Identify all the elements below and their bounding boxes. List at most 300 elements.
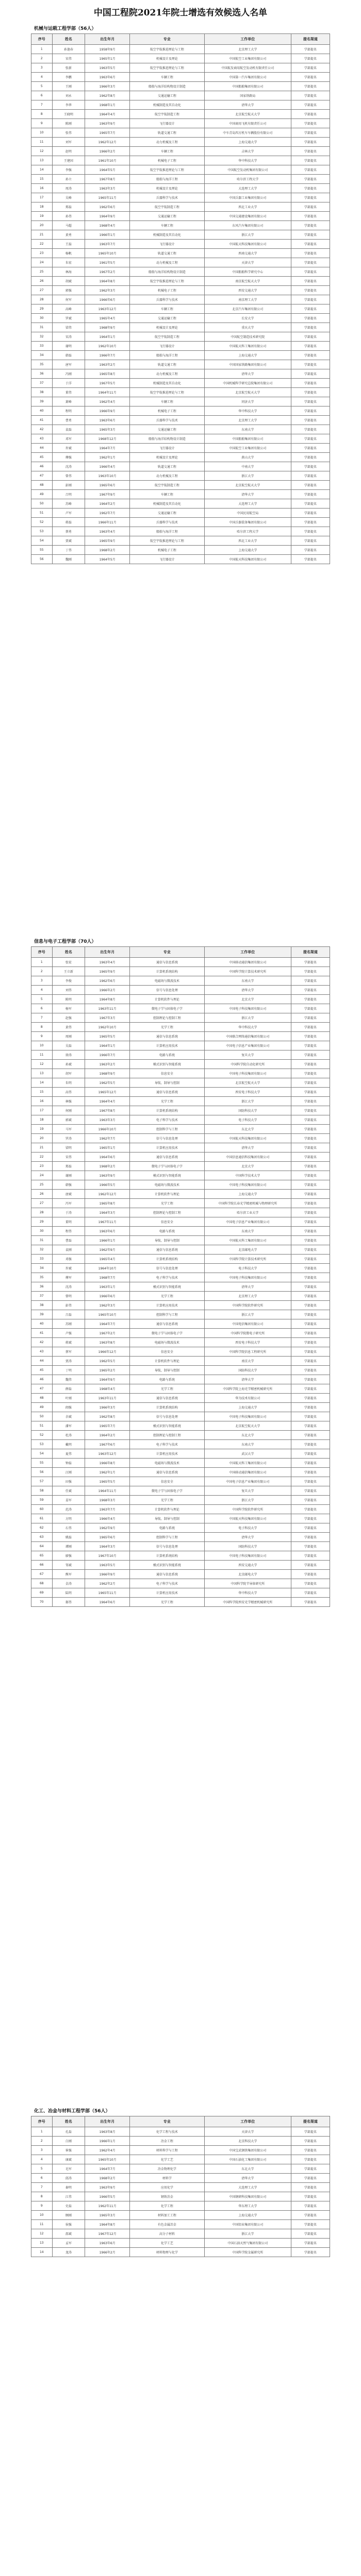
table-row [31, 1115, 330, 1125]
col-channel-cell: 学部提名 [291, 1449, 330, 1459]
col-name-cell: 秦明 [52, 2183, 85, 2192]
col-employer-cell: 东北大学 [204, 2164, 291, 2174]
col-employer-cell: 中国电子科技集团有限公司 [204, 1412, 291, 1421]
col-channel-cell: 学部提名 [291, 462, 330, 471]
col-major-cell: 材料科学与工程 [130, 2146, 205, 2155]
table-row [31, 1579, 330, 1588]
table-row [31, 416, 330, 425]
col-employer-cell: 中国科学院信息工程研究所 [204, 1347, 291, 1357]
col-birth-cell: 1964年6月 [85, 1153, 130, 1162]
col-name-cell: 彭刚 [52, 481, 85, 490]
col-birth-cell: 1958年9月 [85, 45, 130, 54]
col-employer-cell: 北京邮电大学 [204, 1245, 291, 1255]
col-channel-cell: 学部提名 [291, 2183, 330, 2192]
table-row [31, 1496, 330, 1505]
col-channel-cell: 学部提名 [291, 1023, 330, 1032]
col-birth-cell: 1964年4月 [85, 1097, 130, 1106]
col-channel-cell: 学部提名 [291, 518, 330, 527]
col-employer-cell: 中国科学院长春光学精密机械与物理研究所 [204, 1199, 291, 1208]
col-index-cell: 70 [31, 1598, 53, 1607]
col-birth-cell: 1965年4月 [85, 314, 130, 323]
col-employer-cell: 中国电子科技集团有限公司 [204, 1551, 291, 1561]
col-major-cell: 模式识别与智能系统 [130, 1282, 205, 1292]
col-major-cell: 微电子学与固体电子学 [130, 1329, 205, 1338]
col-channel-cell: 学部提名 [291, 1041, 330, 1050]
table-row [31, 138, 330, 147]
col-birth-cell: 1966年9月 [85, 406, 130, 416]
col-birth-cell: 1968年3月 [85, 1496, 130, 1505]
col-major-cell: 化学工艺 [130, 2155, 205, 2164]
col-major-cell: 控制科学与工程 [130, 1125, 205, 1134]
header-col-major: 专业 [130, 34, 205, 45]
col-index-cell: 6 [31, 2174, 53, 2183]
col-index-cell: 42 [31, 425, 53, 434]
col-birth-cell: 1962年8月 [85, 91, 130, 100]
col-birth-cell: 1965年7月 [85, 128, 130, 138]
col-index-cell: 7 [31, 2183, 53, 2192]
col-name-cell: 宋伟 [52, 54, 85, 63]
col-index-cell: 20 [31, 1134, 53, 1143]
col-index-cell: 56 [31, 555, 53, 564]
col-name-cell: 陆明 [52, 1588, 85, 1598]
col-employer-cell: 东北大学 [204, 1125, 291, 1134]
col-major-cell: 模式识别与智能系统 [130, 1171, 205, 1180]
col-major-cell: 通信与信息系统 [130, 1032, 205, 1041]
col-channel-cell: 学部提名 [291, 1301, 330, 1310]
table-row [31, 304, 330, 314]
col-birth-cell: 1962年7月 [85, 509, 130, 518]
col-name-cell: 宋伟 [52, 1153, 85, 1162]
col-index-cell: 49 [31, 490, 53, 499]
col-major-cell: 计算机应用技术 [130, 1301, 205, 1310]
col-major-cell: 飞行器设计 [130, 240, 205, 249]
col-channel-cell: 学部提名 [291, 304, 330, 314]
col-index-cell: 51 [31, 509, 53, 518]
col-index-cell: 30 [31, 314, 53, 323]
col-employer-cell: 长安大学 [204, 314, 291, 323]
header-col-birth: 出生年月 [85, 2116, 130, 2127]
col-channel-cell: 学部提名 [291, 444, 330, 453]
col-channel-cell: 学部提名 [291, 1551, 330, 1561]
table-row [31, 1588, 330, 1598]
col-channel-cell: 学部提名 [291, 1440, 330, 1449]
col-channel-cell: 学部提名 [291, 1004, 330, 1013]
col-index-cell: 39 [31, 1310, 53, 1319]
col-channel-cell: 学部提名 [291, 527, 330, 536]
table-row [31, 1162, 330, 1171]
col-channel-cell: 学部提名 [291, 1468, 330, 1477]
col-birth-cell: 1962年11月 [85, 2201, 130, 2211]
col-employer-cell: 西北工业大学 [204, 536, 291, 546]
col-major-cell: 冶金工程 [130, 2137, 205, 2146]
col-channel-cell: 学部提名 [291, 138, 330, 147]
col-birth-cell: 1968年9月 [85, 323, 130, 332]
col-name-cell: 唐军 [52, 360, 85, 369]
col-channel-cell: 学部提名 [291, 184, 330, 193]
col-major-cell: 计算机应用技术 [130, 1449, 205, 1459]
candidate-table [31, 33, 330, 564]
col-major-cell: 通信与信息系统 [130, 1088, 205, 1097]
col-index-cell: 29 [31, 1217, 53, 1227]
col-name-cell: 高峰 [52, 304, 85, 314]
col-employer-cell: 中国电子信息产业集团有限公司 [204, 1477, 291, 1486]
col-index-cell: 25 [31, 267, 53, 277]
col-employer-cell: 天津大学 [204, 2127, 291, 2137]
col-major-cell: 通信与信息系统 [130, 1570, 205, 1579]
col-name-cell: 孟军 [52, 2239, 85, 2248]
col-employer-cell: 中国船舶集团有限公司 [204, 82, 291, 91]
col-index-cell: 21 [31, 230, 53, 240]
col-major-cell: 机械电子工程 [130, 156, 205, 165]
col-index-cell: 16 [31, 184, 53, 193]
col-index-cell: 39 [31, 397, 53, 406]
col-major-cell: 车辆工程 [130, 147, 205, 156]
table-row [31, 481, 330, 490]
header-col-major: 专业 [130, 947, 205, 958]
header-col-channel: 提名渠道 [291, 947, 330, 958]
col-channel-cell: 学部提名 [291, 202, 330, 212]
table-row [31, 1301, 330, 1310]
col-major-cell: 飞行器设计 [130, 555, 205, 564]
col-channel-cell: 学部提名 [291, 425, 330, 434]
col-birth-cell: 1965年10月 [85, 1310, 130, 1319]
table-header-row [31, 34, 330, 45]
col-index-cell: 51 [31, 1421, 53, 1431]
table-row [31, 1486, 330, 1496]
col-channel-cell: 学部提名 [291, 1255, 330, 1264]
col-channel-cell: 学部提名 [291, 1533, 330, 1542]
col-major-cell: 电子科学与技术 [130, 1579, 205, 1588]
table-row [31, 1199, 330, 1208]
col-major-cell: 信号与信息处理 [130, 1264, 205, 1273]
col-name-cell: 曹磊 [52, 1236, 85, 1245]
col-major-cell: 有色金属冶金 [130, 2220, 205, 2229]
col-birth-cell: 1968年2月 [85, 2174, 130, 2183]
col-channel-cell: 学部提名 [291, 286, 330, 295]
section-title: 信息与电子工程学部（70人） [34, 939, 96, 944]
col-employer-cell: 中国科学院自动化研究所 [204, 1060, 291, 1069]
col-major-cell: 车辆工程 [130, 397, 205, 406]
col-channel-cell: 学部提名 [291, 1292, 330, 1301]
col-birth-cell: 1965年9月 [85, 536, 130, 546]
col-birth-cell: 1963年12月 [85, 1449, 130, 1459]
col-channel-cell: 学部提名 [291, 1459, 330, 1468]
col-birth-cell: 1963年4月 [85, 527, 130, 536]
col-employer-cell: 上海交通大学 [204, 1190, 291, 1199]
col-birth-cell: 1963年2月 [85, 1060, 130, 1069]
col-major-cell: 信息安全 [130, 1347, 205, 1357]
col-channel-cell: 学部提名 [291, 360, 330, 369]
col-birth-cell: 1965年5月 [85, 1032, 130, 1041]
col-major-cell: 导航、制导与控制 [130, 1236, 205, 1245]
table-row [31, 1032, 330, 1041]
col-channel-cell: 学部提名 [291, 1153, 330, 1162]
col-birth-cell: 1963年12月 [85, 304, 130, 314]
table-row [31, 128, 330, 138]
col-employer-cell: 大连理工大学 [204, 2183, 291, 2192]
col-employer-cell: 中国第一汽车集团有限公司 [204, 73, 291, 82]
col-major-cell: 光学工程 [130, 1097, 205, 1106]
col-major-cell: 计算机应用技术 [130, 1041, 205, 1050]
col-birth-cell: 1963年3月 [85, 1115, 130, 1125]
col-name-cell: 梁伟 [52, 323, 85, 332]
col-employer-cell: 北京航空航天大学 [204, 1421, 291, 1431]
col-channel-cell: 学部提名 [291, 1570, 330, 1579]
table-row [31, 1208, 330, 1217]
col-channel-cell: 学部提名 [291, 230, 330, 240]
col-name-cell: 范涛 [52, 1505, 85, 1514]
col-employer-cell: 天津大学 [204, 258, 291, 267]
col-major-cell: 兵器科学与技术 [130, 416, 205, 425]
table-row [31, 1551, 330, 1561]
col-channel-cell: 学部提名 [291, 295, 330, 304]
col-index-cell: 6 [31, 1004, 53, 1013]
col-employer-cell: 华中科技大学 [204, 406, 291, 416]
col-birth-cell: 1963年11月 [85, 1394, 130, 1403]
col-name-cell: 彭伟 [52, 1301, 85, 1310]
col-name-cell: 沈涛 [52, 462, 85, 471]
col-channel-cell: 学部提名 [291, 1134, 330, 1143]
col-major-cell: 材料学 [130, 2174, 205, 2183]
col-major-cell: 机械设计及理论 [130, 184, 205, 193]
col-employer-cell: 中国宝武钢铁集团有限公司 [204, 2146, 291, 2155]
col-index-cell: 43 [31, 1347, 53, 1357]
col-major-cell: 模式识别与智能系统 [130, 1421, 205, 1431]
col-employer-cell: 南京航空航天大学 [204, 277, 291, 286]
col-major-cell: 机械电子工程 [130, 546, 205, 555]
col-channel-cell: 学部提名 [291, 351, 330, 360]
col-channel-cell: 学部提名 [291, 369, 330, 379]
table-row [31, 2229, 330, 2239]
col-index-cell: 7 [31, 100, 53, 110]
col-index-cell: 1 [31, 45, 53, 54]
table-row [31, 1459, 330, 1468]
col-index-cell: 27 [31, 1199, 53, 1208]
col-birth-cell: 1968年4月 [85, 221, 130, 230]
col-birth-cell: 1964年6月 [85, 1598, 130, 1607]
col-index-cell: 15 [31, 1088, 53, 1097]
col-major-cell: 微电子学与固体电子学 [130, 1162, 205, 1171]
col-index-cell: 4 [31, 73, 53, 82]
col-major-cell: 微电子学与固体电子学 [130, 1004, 205, 1013]
col-employer-cell: 中国铝业集团有限公司 [204, 2220, 291, 2229]
col-name-cell: 吴峰 [52, 193, 85, 202]
col-channel-cell: 学部提名 [291, 1421, 330, 1431]
col-index-cell: 55 [31, 1459, 53, 1468]
col-birth-cell: 1965年3月 [85, 2211, 130, 2220]
col-major-cell: 机械制造及其自动化 [130, 230, 205, 240]
col-index-cell: 40 [31, 406, 53, 416]
col-birth-cell: 1966年8月 [85, 1459, 130, 1468]
col-birth-cell: 1964年10月 [85, 1264, 130, 1273]
col-birth-cell: 1965年3月 [85, 425, 130, 434]
col-major-cell: 航空宇航推进理论与工程 [130, 388, 205, 397]
col-channel-cell: 学部提名 [291, 1347, 330, 1357]
col-name-cell: 胡军 [52, 1069, 85, 1078]
col-birth-cell: 1964年3月 [85, 1208, 130, 1217]
col-major-cell: 机械设计及理论 [130, 453, 205, 462]
col-index-cell: 33 [31, 1255, 53, 1264]
col-employer-cell: 上海交通大学 [204, 138, 291, 147]
col-index-cell: 55 [31, 546, 53, 555]
col-birth-cell: 1964年11月 [85, 1486, 130, 1496]
col-channel-cell: 学部提名 [291, 1143, 330, 1153]
col-birth-cell: 1964年5月 [85, 555, 130, 564]
col-major-cell: 信号与信息处理 [130, 1412, 205, 1421]
col-name-cell: 谢明 [52, 342, 85, 351]
col-index-cell: 65 [31, 1551, 53, 1561]
col-index-cell: 6 [31, 91, 53, 100]
table-row [31, 267, 330, 277]
col-name-cell: 曾伟 [52, 471, 85, 481]
table-row [31, 1125, 330, 1134]
col-name-cell: 郭强 [52, 286, 85, 295]
col-employer-cell: 中国兵器工业集团有限公司 [204, 193, 291, 202]
col-channel-cell: 学部提名 [291, 73, 330, 82]
col-name-cell: 魏伟 [52, 1375, 85, 1384]
table-row [31, 995, 330, 1004]
col-major-cell: 船舶与海洋结构物设计制造 [130, 267, 205, 277]
table-row [31, 1421, 330, 1431]
col-employer-cell: 华中科技大学 [204, 156, 291, 165]
col-birth-cell: 1966年5月 [85, 2192, 130, 2201]
col-employer-cell: 中国船舶集团有限公司 [204, 434, 291, 444]
col-birth-cell: 1963年5月 [85, 63, 130, 73]
col-index-cell: 7 [31, 1013, 53, 1023]
col-channel-cell: 学部提名 [291, 100, 330, 110]
col-channel-cell: 学部提名 [291, 1579, 330, 1588]
header-col-index: 序号 [31, 34, 53, 45]
table-row [31, 527, 330, 536]
col-major-cell: 冶金物理化学 [130, 2164, 205, 2174]
col-employer-cell: 中国电子科技集团有限公司 [204, 1004, 291, 1013]
col-employer-cell: 东南大学 [204, 1227, 291, 1236]
col-major-cell: 信息安全 [130, 1217, 205, 1227]
col-major-cell: 轨道交通工程 [130, 249, 205, 258]
col-channel-cell: 学部提名 [291, 499, 330, 509]
col-employer-cell: 中国科学院计算技术研究所 [204, 1255, 291, 1264]
col-index-cell: 10 [31, 1041, 53, 1050]
col-index-cell: 11 [31, 1050, 53, 1060]
col-birth-cell: 1965年11月 [85, 193, 130, 202]
col-index-cell: 67 [31, 1570, 53, 1579]
table-row [31, 555, 330, 564]
col-employer-cell: 西安电子科技大学 [204, 1088, 291, 1097]
col-birth-cell: 1968年9月 [85, 1069, 130, 1078]
col-channel-cell: 学部提名 [291, 434, 330, 444]
col-channel-cell: 学部提名 [291, 1319, 330, 1329]
col-employer-cell: 中国电信集团有限公司 [204, 1319, 291, 1329]
col-name-cell: 张新 [52, 63, 85, 73]
col-birth-cell: 1967年11月 [85, 1217, 130, 1227]
col-birth-cell: 1966年2月 [85, 147, 130, 156]
col-name-cell: 何军 [52, 295, 85, 304]
col-birth-cell: 1966年6月 [85, 295, 130, 304]
col-major-cell: 通信与信息系统 [130, 1394, 205, 1403]
table-row [31, 453, 330, 462]
table-row [31, 314, 330, 323]
col-channel-cell: 学部提名 [291, 2220, 330, 2229]
col-employer-cell: 北京大学 [204, 995, 291, 1004]
col-name-cell: 高伟 [52, 1088, 85, 1097]
col-major-cell: 计算机软件与理论 [130, 1357, 205, 1366]
table-row [31, 976, 330, 986]
col-index-cell: 22 [31, 1153, 53, 1162]
table-row [31, 1060, 330, 1069]
col-birth-cell: 1964年9月 [85, 1375, 130, 1384]
col-birth-cell: 1966年2月 [85, 986, 130, 995]
table-row [31, 1004, 330, 1013]
col-employer-cell: 西安交通大学 [204, 1561, 291, 1570]
col-index-cell: 68 [31, 1579, 53, 1588]
col-index-cell: 49 [31, 1403, 53, 1412]
col-major-cell: 材料加工工程 [130, 2211, 205, 2220]
col-channel-cell: 学部提名 [291, 1060, 330, 1069]
col-index-cell: 10 [31, 128, 53, 138]
col-name-cell: 顾刚 [52, 2211, 85, 2220]
col-birth-cell: 1962年3月 [85, 286, 130, 295]
col-index-cell: 30 [31, 1227, 53, 1236]
col-employer-cell: 中国科学院软件研究所 [204, 1301, 291, 1310]
col-major-cell: 兵器科学与技术 [130, 295, 205, 304]
col-channel-cell: 学部提名 [291, 342, 330, 351]
table-row [31, 175, 330, 184]
col-index-cell: 41 [31, 1329, 53, 1338]
table-row [31, 388, 330, 397]
col-major-cell: 航空宇航推进理论与工程 [130, 277, 205, 286]
col-employer-cell: 中国科学院微电子研究所 [204, 1329, 291, 1338]
table-row [31, 342, 330, 351]
col-index-cell: 58 [31, 1486, 53, 1496]
col-birth-cell: 1963年9月 [85, 1171, 130, 1180]
table-row [31, 1023, 330, 1032]
table-row [31, 1357, 330, 1366]
col-birth-cell: 1966年5月 [85, 1180, 130, 1190]
table-row [31, 425, 330, 434]
col-major-cell: 飞行器设计 [130, 444, 205, 453]
col-birth-cell: 1966年7月 [85, 1050, 130, 1060]
col-birth-cell: 1967年8月 [85, 1106, 130, 1115]
col-index-cell: 9 [31, 119, 53, 128]
col-channel-cell: 学部提名 [291, 240, 330, 249]
col-channel-cell: 学部提名 [291, 267, 330, 277]
col-major-cell: 导航、制导与控制 [130, 1514, 205, 1523]
col-channel-cell: 学部提名 [291, 555, 330, 564]
col-birth-cell: 1964年4月 [85, 110, 130, 119]
col-name-cell: 石伟 [52, 1523, 85, 1533]
col-channel-cell: 学部提名 [291, 1171, 330, 1180]
col-index-cell: 56 [31, 1468, 53, 1477]
col-employer-cell: 北京汽车集团有限公司 [204, 304, 291, 314]
col-employer-cell: 中国科学院金属研究所 [204, 2248, 291, 2257]
header-col-name: 姓名 [52, 34, 85, 45]
col-channel-cell: 学部提名 [291, 1375, 330, 1384]
col-index-cell: 2 [31, 967, 53, 976]
table-row [31, 1041, 330, 1050]
col-employer-cell: 上海交通大学 [204, 1403, 291, 1412]
col-major-cell: 船舶与海洋结构物设计制造 [130, 82, 205, 91]
col-channel-cell: 学部提名 [291, 397, 330, 406]
col-channel-cell: 学部提名 [291, 1282, 330, 1292]
col-name-cell: 袁刚 [52, 1245, 85, 1255]
col-employer-cell: 中南大学 [204, 462, 291, 471]
col-birth-cell: 1963年6月 [85, 73, 130, 82]
table-row [31, 1134, 330, 1143]
col-birth-cell: 1962年1月 [85, 453, 130, 462]
col-name-cell: 孔磊 [52, 2127, 85, 2137]
col-birth-cell: 1965年5月 [85, 1477, 130, 1486]
col-channel-cell: 学部提名 [291, 212, 330, 221]
